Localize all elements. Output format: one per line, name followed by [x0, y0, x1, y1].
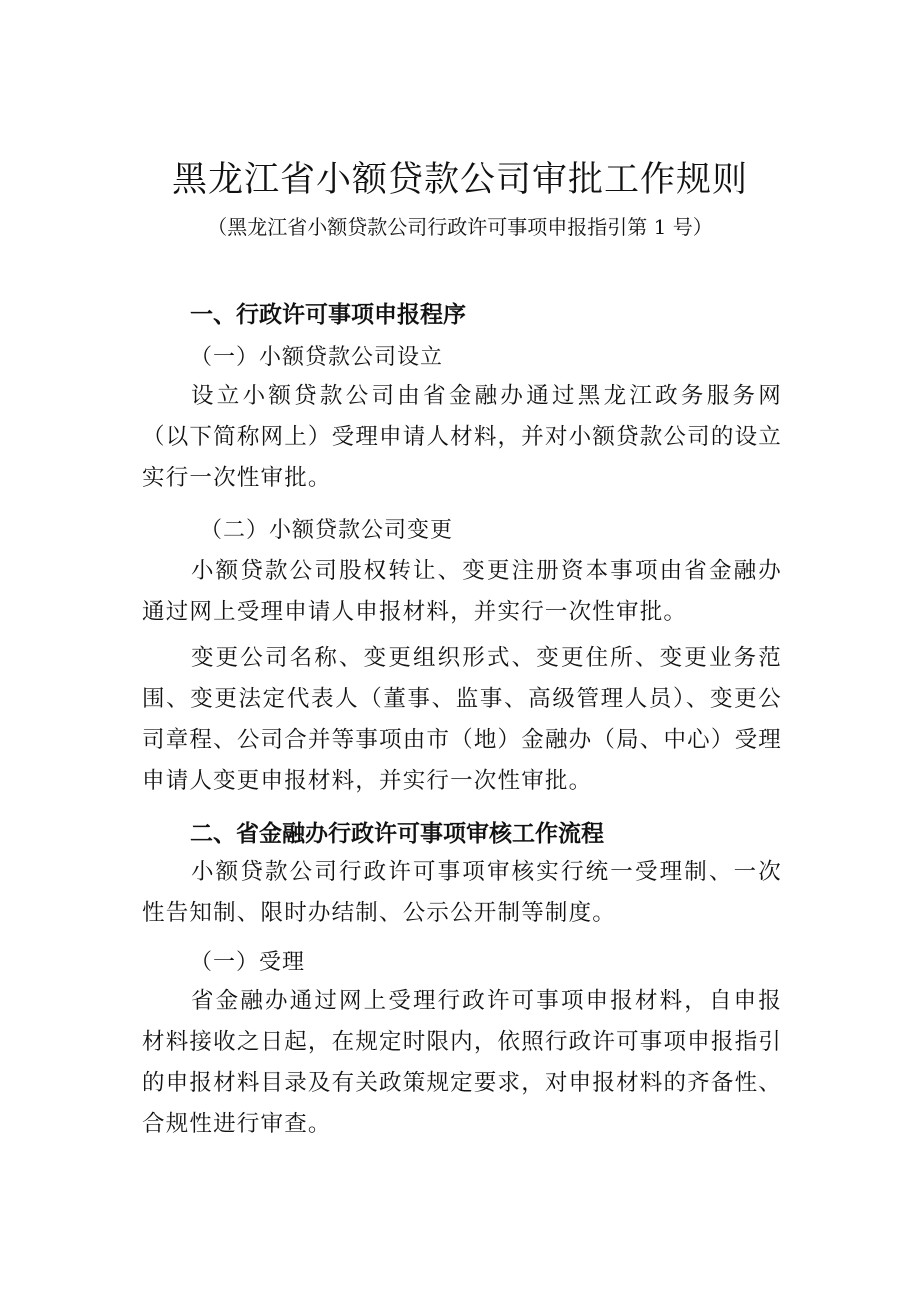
section-2-sub-1-heading: （一）受理	[190, 950, 306, 975]
section-2-paragraph: 小额贷款公司行政许可事项审核实行统一受理制、一次性告知制、限时办结制、公示公开制等制度。	[142, 859, 782, 926]
section-1-heading: 一、行政许可事项申报程序	[190, 302, 466, 328]
section-1-sub-1-heading: （一）小额贷款公司设立	[190, 345, 444, 370]
document-title: 黑龙江省小额贷款公司审批工作规则	[171, 160, 748, 200]
section-1-sub-2-paragraph-2: 变更公司名称、变更组织形式、变更住所、变更业务范围、变更法定代表人（董事、监事、高级管理人员）、变更公司章程、公司合并等事项由市（地）金融办（局、中心）受理申请人变更申报材料，并实行一次性审批。	[142, 645, 782, 794]
section-2-sub-1-paragraph: 省金融办通过网上受理行政许可事项申报材料，自申报材料接收之日起，在规定时限内，依照行政许可事项申报指引的申报材料目录及有关政策规定要求，对申报材料的齐备性、合规性进行审查。	[142, 988, 782, 1137]
section-2-heading: 二、省金融办行政许可事项审核工作流程	[190, 821, 604, 847]
document-subtitle: （黑龙江省小额贷款公司行政许可事项申报指引第 1 号）	[207, 215, 713, 239]
section-1-sub-2-paragraph-1: 小额贷款公司股权转让、变更注册资本事项由省金融办通过网上受理申请人申报材料，并实行一次性审批。	[142, 558, 782, 625]
section-1-sub-1-paragraph: 设立小额贷款公司由省金融办通过黑龙江政务服务网（以下简称网上）受理申请人材料，并对小额贷款公司的设立实行一次性审批。	[142, 383, 782, 491]
section-1-sub-2-heading: （二）小额贷款公司变更	[200, 518, 454, 543]
